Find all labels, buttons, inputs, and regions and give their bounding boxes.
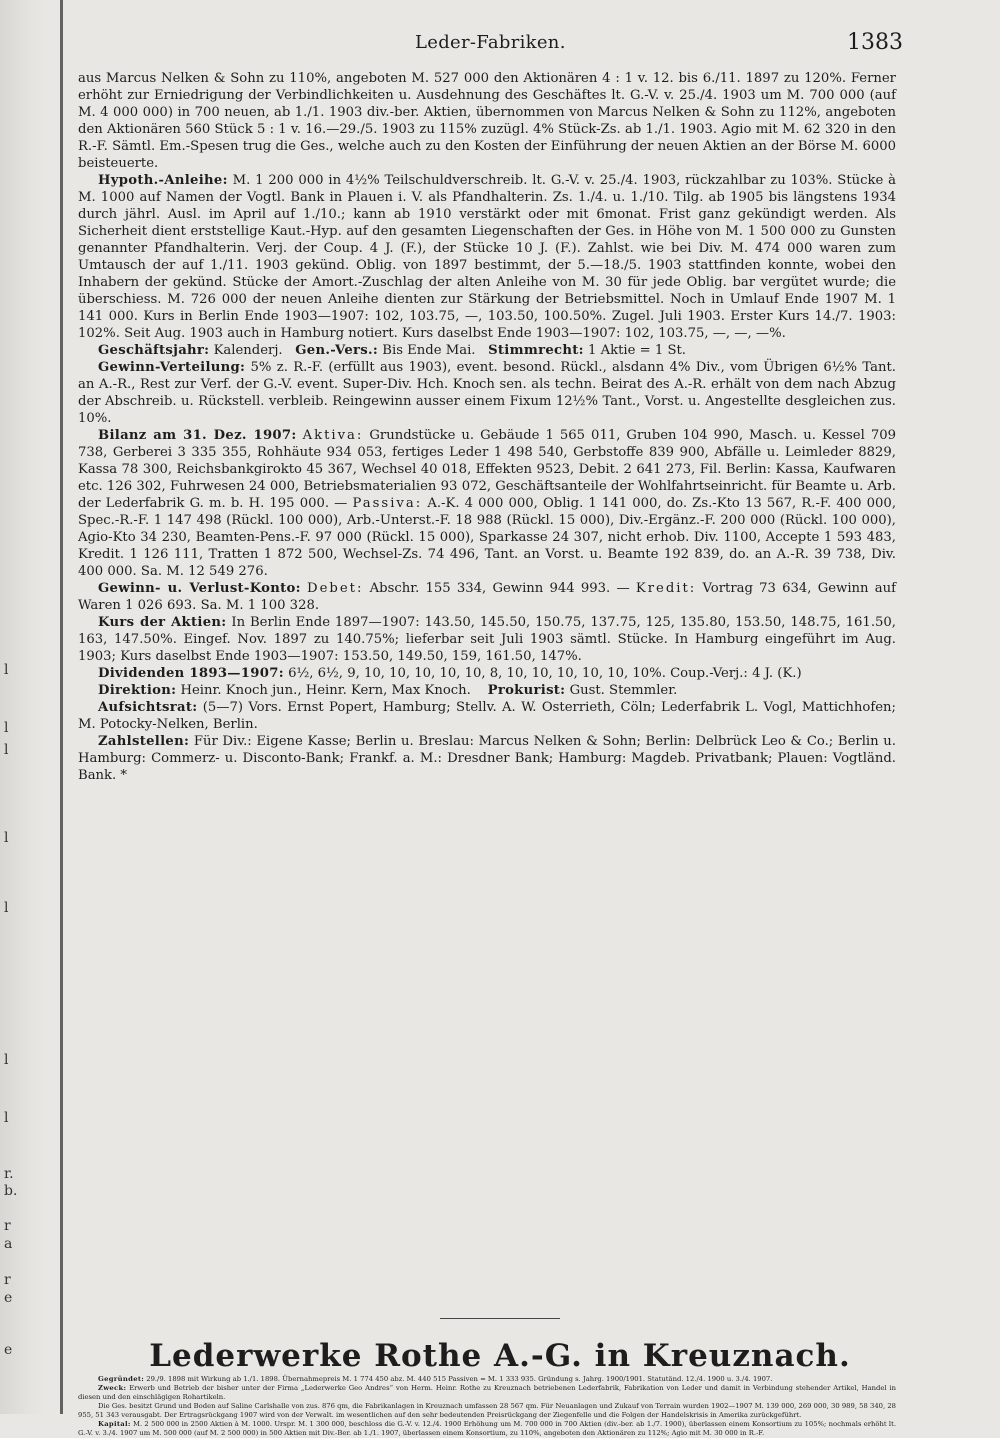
margin-char: e	[4, 1290, 13, 1306]
nelken-entry	[78, 70, 896, 784]
margin-char: a	[4, 1236, 13, 1252]
gewinn-verlust-paragraph: Gewinn- u. Verlust-Konto: Debet: Abschr. 155 334, Gewinn 944 993. — Kredit: Vortrag 73 634, Gewinn auf Waren 1 026 693. Sa. M. 1 100 328.	[78, 581, 896, 613]
gegruendet-paragraph: Gegründet: 29./9. 1898 mit Wirkung ab 1./1. 1898. Übernahmepreis M. 1 774 450 abz. M. 440 515 Passiven = M. 1 333 935. Gründung s. Jahrg. 1900/1901. Statutänd. 12./4. 1900 u. 3./4. 1907.	[98, 1375, 773, 1383]
kapital-continuation: aus Marcus Nelken & Sohn zu 110%, angeboten M. 527 000 den Aktionären 4 : 1 v. 12. bis 6./11. 1897 zu 120%. Ferner erhöht zur Erniedrigung der Verbindlichkeiten u. Ausdehnung des Geschäftes lt. G.-V. v. 25./4. 1903 um M. 700 000 (auf M. 4 000 000) in 700 neuen, ab 1./1. 1903 div.-ber. Aktien, übernommen von Marcus Nelken & Sohn zu 112%, angeboten den Aktionären 560 Stück 5 : 1 v. 16.—29./5. 1903 zu 115% zuzügl. 4% Stück-Zs. ab 1./1. 1903. Agio mit M. 62 320 in den R.-F. Sämtl. Em.-Spesen trug die Ges., welche auch zu den Kosten der Einführung der neuen Aktien an der Börse M. 6000 beisteuerte.	[78, 71, 896, 171]
kurs-paragraph: Kurs der Aktien: In Berlin Ende 1897—1907: 143.50, 145.50, 150.75, 137.75, 125, 135.80, 153.50, 148.75, 161.50, 163, 147.50%. Eingef. Nov. 1897 zu 140.75%; lieferbar seit Juli 1903 sämtl. Stücke. In Hamburg eingeführt im Aug. 1903; Kurs daselbst Ende 1903—1907: 153.50, 149.50, 159, 161.50, 147%.	[78, 615, 896, 664]
margin-char: r	[4, 1218, 11, 1234]
margin-char: l	[4, 900, 9, 916]
margin-char: r.	[4, 1166, 14, 1182]
aufsichtsrat-paragraph: Aufsichtsrat: (5—7) Vors. Ernst Popert, Hamburg; Stellv. A. W. Osterrieth, Cöln; Lederfabrik L. Vogl, Mattichhofen; M. Potocky-Nelken, Berlin.	[78, 700, 896, 732]
margin-char: b.	[4, 1183, 18, 1199]
margin-char: l	[4, 662, 9, 678]
zahlstellen-paragraph: Zahlstellen: Für Div.: Eigene Kasse; Berlin u. Breslau: Marcus Nelken & Sohn; Berlin: Delbrück Leo & Co.; Berlin u. Hamburg: Commerz- u. Disconto-Bank; Frankf. a. M.: Dresdner Bank; Hamburg: Magdeb. Privatbank; Plauen: Vogtländ. Bank. *	[78, 734, 896, 783]
geschaeftsjahr-paragraph: Geschäftsjahr: Kalenderj. Gen.-Vers.: Bis Ende Mai. Stimmrecht: 1 Aktie = 1 St.	[98, 343, 686, 358]
margin-char: e	[4, 1342, 13, 1358]
running-head: Leder-Fabriken.	[415, 32, 566, 53]
margin-char: l	[4, 720, 9, 736]
page-number: 1383	[847, 30, 903, 55]
running-header	[60, 30, 903, 56]
dividenden-paragraph: Dividenden 1893—1907: 6½, 6½, 9, 10, 10, 10, 10, 10, 8, 10, 10, 10, 10, 10, 10%. Coup.-Verj.: 4 J. (K.)	[98, 666, 802, 681]
section-title-rothe: Lederwerke Rothe A.-G. in Kreuznach.	[149, 1338, 851, 1374]
bilanz-paragraph: Bilanz am 31. Dez. 1907: Aktiva: Grundstücke u. Gebäude 1 565 011, Gruben 104 990, Masch. u. Kessel 709 738, Gerberei 3 335 355, Rohhäute 934 053, fertiges Leder 1 498 540, Gerbstoffe 839 900, Abfälle u. Leimleder 8829, Kassa 78 300, Reichsbankgirokto 45 367, Wechsel 40 018, Effekten 9523, Debit. 2 641 273, Fil. Berlin: Kassa, Kaufwaren etc. 126 302, Fuhrwesen 24 000, Betriebsmaterialien 93 072, Geschäftsanteile der Wohlfahrtseinricht. für Beamte u. Arb. der Lederfabrik G. m. b. H. 195 000. — Passiva: A.-K. 4 000 000, Oblig. 1 141 000, do. Zs.-Kto 13 567, R.-F. 400 000, Spec.-R.-F. 1 147 498 (Rückl. 100 000), Arb.-Unterst.-F. 18 988 (Rückl. 15 000), Div.-Ergänz.-F. 200 000 (Rückl. 100 000), Agio-Kto 34 230, Beamten-Pens.-F. 97 000 (Rückl. 15 000), Sparkasse 24 307, nicht erhob. Div. 1100, Accepte 1 593 483, Kredit. 1 126 111, Tratten 1 872 500, Wechsel-Zs. 74 496, Tant. an Vorst. u. Beamte 192 839, do. an A.-R. 39 738, Div. 400 000. Sa. M. 12 549 276.	[78, 428, 897, 579]
margin-char: l	[4, 742, 9, 758]
section-divider	[440, 1318, 560, 1319]
zweck-paragraph: Zweck: Erwerb und Betrieb der bisher unter der Firma „Lederwerke Geo Andres“ von Herm. Heinr. Rothe zu Kreuznach betriebenen Lederfabrik, Fabrikation von Leder und damit in Verbindung stehender Artikel, Handel in diesen und den einschlägigen Rohartikeln.	[78, 1384, 896, 1401]
besitz-paragraph: Die Ges. besitzt Grund und Boden auf Saline Carlshalle von zus. 876 qm, die Fabrikanlagen in Kreuznach umfassen 28 567 qm. Für Neuanlagen und Zukauf von Terrain wurden 1902—1907 M. 139 000, 269 000, 30 989, 58 340, 28 955, 51 343 verausgabt. Der Ertragsrückgang 1907 wird von der Verwalt. im wesentlichen auf den sehr bedeutenden Preisrückgang der Ziegenfelle und die Folgen der Handelskrisis in Amerika zurückgeführt.	[78, 1402, 896, 1419]
margin-char: l	[4, 1052, 9, 1068]
rothe-entry	[78, 1375, 896, 1438]
kapital-paragraph: Kapital: M. 2 500 000 in 2500 Aktien à M. 1000. Urspr. M. 1 300 000, beschloss die G.-V. v. 12./4. 1900 Erhöhung um M. 700 000 in 700 Aktien (div.-ber. ab 1./7. 1900), überlassen einem Konsortium zu 105%; nochmals erhöht lt. G.-V. v. 3./4. 1907 um M. 500 000 (auf M. 2 500 000) in 500 Aktien mit Div.-Ber. ab 1./1. 1907, überlassen einem Konsortium, zu 110%, angeboten den Aktionären zu 112%; Agio mit M. 30 000 in R.-F.	[78, 1420, 896, 1437]
margin-char: r	[4, 1272, 11, 1288]
facing-page-gutter	[0, 0, 46, 1414]
binding-shadow-line	[60, 0, 63, 1414]
direktion-paragraph: Direktion: Heinr. Knoch jun., Heinr. Kern, Max Knoch. Prokurist: Gust. Stemmler.	[98, 683, 678, 698]
gewinn-verteilung-paragraph: Gewinn-Verteilung: 5% z. R.-F. (erfüllt aus 1903), event. besond. Rückl., alsdann 4% Div., vom Übrigen 6½% Tant. an A.-R., Rest zur Verf. der G.-V. event. Super-Div. Hch. Knoch sen. als techn. Beirat des A.-R. erhält von dem nach Abzug der Abschreib. u. Rückstell. verbleib. Reingewinn ausser einem Fixum 12½% Tant., Vorst. u. Angestellte desgleichen zus. 10%.	[78, 360, 896, 426]
margin-char: l	[4, 1110, 9, 1126]
margin-char: l	[4, 830, 9, 846]
hypothek-paragraph: Hypoth.-Anleihe: M. 1 200 000 in 4½% Teilschuldverschreib. lt. G.-V. v. 25./4. 1903, rückzahlbar zu 103%. Stücke à M. 1000 auf Namen der Vogtl. Bank in Plauen i. V. als Pfandhalterin. Zs. 1./4. u. 1./10. Tilg. ab 1905 bis längstens 1934 durch jährl. Ausl. im April auf 1./10.; kann ab 1910 verstärkt oder mit 6monat. Frist ganz gekündigt werden. Als Sicherheit dient erststellige Kaut.-Hyp. auf den gesamten Liegenschaften der Ges. in Höhe von M. 1 500 000 zu Gunsten genannter Pfandhalterin. Verj. der Coup. 4 J. (F.), der Stücke 10 J. (F.). Zahlst. wie bei Div. M. 474 000 waren zum Umtausch der auf 1./11. 1903 gekünd. Oblig. von 1897 bestimmt, der 5.—18./5. 1903 stattfinden konnte, wobei den Inhabern der gekünd. Stücke der Amort.-Zuschlag der alten Anleihe von M. 30 für jede Oblig. bar vergütet wurde; die überschiess. M. 726 000 der neuen Anleihe dienten zur Stärkung der Betriebsmittel. Noch in Umlauf Ende 1907 M. 1 141 000. Kurs in Berlin Ende 1903—1907: 102, 103.75, —, 103.50, 100.50%. Zugel. Juli 1903. Erster Kurs 14./7. 1903: 102%. Seit Aug. 1903 auch in Hamburg notiert. Kurs daselbst Ende 1903—1907: 102, 103.75, —, —, —%.	[78, 173, 896, 341]
